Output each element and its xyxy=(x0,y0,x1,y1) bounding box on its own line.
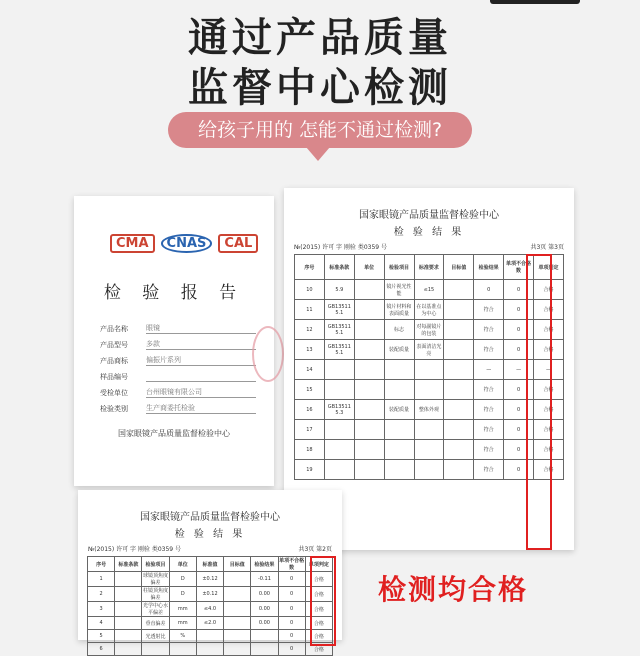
sheet-title: 国家眼镜产品质量监督检验中心 xyxy=(359,210,499,221)
table-cell: 0 xyxy=(278,617,305,630)
table-row xyxy=(295,420,564,440)
table-cell xyxy=(354,400,384,420)
table-cell xyxy=(196,630,223,643)
table-cell xyxy=(354,380,384,400)
field-label: 产品名称 xyxy=(100,325,128,333)
report-field xyxy=(100,398,256,414)
table-cell: D xyxy=(169,572,196,587)
table-cell: ≤15 xyxy=(414,280,444,300)
table-cell: 合格 xyxy=(534,400,564,420)
field-value xyxy=(146,381,256,382)
table-header-row xyxy=(88,557,333,572)
report-cover xyxy=(74,196,274,486)
table-cell: 球镜顶焦度偏差 xyxy=(143,573,169,586)
table-cell: 4 xyxy=(88,617,115,630)
table-cell: — xyxy=(534,360,564,380)
table-cell xyxy=(354,460,384,480)
table-cell xyxy=(224,587,251,602)
cnas-logo: CNAS xyxy=(161,234,213,253)
table-cell xyxy=(115,572,142,587)
table-cell xyxy=(414,440,444,460)
report-field xyxy=(100,382,256,398)
table-cell: 0 xyxy=(474,280,504,300)
table-cell: 5.9 xyxy=(324,280,354,300)
table-cell xyxy=(414,420,444,440)
page-number: 共3页 第3页 xyxy=(530,244,564,251)
table-cell: 15 xyxy=(295,380,325,400)
field-value: 多款 xyxy=(146,339,256,350)
table-cell: 11 xyxy=(295,300,325,320)
table-cell: 0 xyxy=(278,643,305,656)
table-cell xyxy=(324,380,354,400)
table-cell: 光透射比 xyxy=(142,630,169,643)
column-header: 单位 xyxy=(169,557,196,572)
table-cell: 14 xyxy=(295,360,325,380)
table-cell xyxy=(115,630,142,643)
table-cell xyxy=(251,630,278,643)
table-cell: 镜片视光性能 xyxy=(384,280,414,300)
table-cell: 0 xyxy=(278,630,305,643)
table-cell: 16 xyxy=(295,400,325,420)
column-header: 检验项目 xyxy=(384,255,414,280)
table-cell: 0 xyxy=(504,380,534,400)
table-cell: — xyxy=(474,360,504,380)
column-header: 标准值 xyxy=(196,557,223,572)
table-cell: 装配质量 xyxy=(384,400,414,420)
table-cell: 0.00 xyxy=(251,617,278,630)
table-cell xyxy=(444,380,474,400)
table-cell xyxy=(444,320,474,340)
column-header: 序号 xyxy=(295,255,325,280)
table-cell xyxy=(324,440,354,460)
table-cell: 0 xyxy=(504,400,534,420)
table-cell: 符合 xyxy=(474,380,504,400)
table-cell xyxy=(115,602,142,617)
table-cell: 整体外观 xyxy=(414,400,444,420)
table-cell: 5 xyxy=(88,630,115,643)
table-cell: 合格 xyxy=(534,340,564,360)
table-cell xyxy=(414,460,444,480)
table-row xyxy=(295,280,564,300)
table-cell: GB13511 5.1 xyxy=(324,320,354,340)
field-value: 眼镜 xyxy=(146,323,256,334)
table-row xyxy=(88,572,333,587)
table-cell xyxy=(354,440,384,460)
column-header: 序号 xyxy=(88,557,115,572)
table-cell: 合格 xyxy=(305,643,332,656)
report-field xyxy=(100,350,256,366)
table-cell: 0 xyxy=(278,587,305,602)
table-cell xyxy=(324,360,354,380)
table-cell xyxy=(354,420,384,440)
results-sheet-page-2 xyxy=(78,490,342,653)
table-cell xyxy=(384,420,414,440)
table-cell xyxy=(354,300,384,320)
table-cell xyxy=(444,460,474,480)
column-header: 标准要求 xyxy=(414,255,444,280)
table-cell xyxy=(384,460,414,480)
table-cell xyxy=(414,360,444,380)
table-cell: -0.11 xyxy=(251,572,278,587)
table-row xyxy=(295,380,564,400)
ribbon-pointer xyxy=(306,147,330,161)
report-number: №(2015) 许可 字 刚验 类0359 号 xyxy=(88,546,181,553)
headline-line-2: 监督中心检测 xyxy=(188,65,452,111)
field-label: 受检单位 xyxy=(100,389,128,397)
table-cell: 0 xyxy=(504,300,534,320)
table-cell xyxy=(224,617,251,630)
field-label: 产品商标 xyxy=(100,357,128,365)
cal-logo: CAL xyxy=(218,234,258,253)
column-header: 目标值 xyxy=(224,557,251,572)
column-header: 单项不合格数 xyxy=(504,255,534,280)
table-cell: 合格 xyxy=(534,320,564,340)
table-cell xyxy=(251,643,278,656)
column-header: 单项判定 xyxy=(305,557,332,572)
table-cell: 3 xyxy=(88,602,115,617)
table-cell: 符合 xyxy=(474,400,504,420)
table-cell: 0.00 xyxy=(251,587,278,602)
table-cell: 2 xyxy=(88,587,115,602)
table-cell: 0 xyxy=(504,460,534,480)
table-row xyxy=(88,602,333,617)
table-cell: 符合 xyxy=(474,440,504,460)
table-cell: 合格 xyxy=(534,460,564,480)
table-cell xyxy=(115,643,142,656)
table-cell: 合格 xyxy=(305,587,332,602)
table-cell xyxy=(384,380,414,400)
table-cell xyxy=(354,320,384,340)
all-passed-caption: 检测均合格 xyxy=(378,573,529,606)
cma-logo: CMA xyxy=(110,234,155,253)
column-header: 单位 xyxy=(354,255,384,280)
sheet-subtitle: 检 验 结 果 xyxy=(174,529,246,540)
field-value: 生产商委托检验 xyxy=(146,403,256,414)
pass-column-highlight xyxy=(310,556,336,646)
table-cell: 符合 xyxy=(474,340,504,360)
table-cell: 合格 xyxy=(305,572,332,587)
column-header: 单项判定 xyxy=(534,255,564,280)
table-cell: — xyxy=(504,360,534,380)
table-cell: ≤4.0 xyxy=(196,602,223,617)
table-cell: 0 xyxy=(504,420,534,440)
table-row xyxy=(295,340,564,360)
table-cell: 装配质量 xyxy=(384,340,414,360)
corner-tag xyxy=(490,0,580,4)
headline-line-1: 通过产品质量 xyxy=(188,15,452,61)
table-cell xyxy=(414,380,444,400)
table-row xyxy=(295,460,564,480)
table-cell xyxy=(224,630,251,643)
table-cell xyxy=(444,360,474,380)
field-label: 产品型号 xyxy=(100,341,128,349)
results-table xyxy=(294,254,564,480)
field-label: 样品编号 xyxy=(100,373,128,381)
table-cell xyxy=(384,360,414,380)
column-header: 检验项目 xyxy=(142,557,169,572)
report-title: 检 验 报 告 xyxy=(103,283,245,303)
table-cell: 标志 xyxy=(384,320,414,340)
page-number: 共3页 第2页 xyxy=(298,546,332,553)
table-cell xyxy=(444,300,474,320)
table-cell: 表面清洁光亮 xyxy=(414,340,444,360)
column-header: 目标值 xyxy=(444,255,474,280)
column-header: 检验结果 xyxy=(251,557,278,572)
table-cell: 1 xyxy=(88,572,115,587)
field-label: 检验类别 xyxy=(100,405,128,413)
table-cell: 符合 xyxy=(474,420,504,440)
official-seal-stamp xyxy=(252,326,284,382)
table-cell: 合格 xyxy=(534,420,564,440)
results-table xyxy=(87,556,333,656)
report-fields xyxy=(100,318,256,414)
table-cell: 0 xyxy=(278,572,305,587)
table-cell xyxy=(354,360,384,380)
table-cell: 合格 xyxy=(534,380,564,400)
table-row xyxy=(88,630,333,643)
table-row xyxy=(295,360,564,380)
table-cell xyxy=(224,602,251,617)
table-cell: GB13511 5.1 xyxy=(324,340,354,360)
table-cell xyxy=(324,460,354,480)
table-row xyxy=(295,300,564,320)
table-row xyxy=(88,587,333,602)
pass-column-highlight xyxy=(526,254,552,550)
table-cell: 光学中心水平偏差 xyxy=(143,603,169,616)
table-cell xyxy=(324,420,354,440)
sheet-meta xyxy=(284,238,574,254)
table-cell: 对每副镜片的包装 xyxy=(414,320,444,340)
table-cell: 合格 xyxy=(534,300,564,320)
table-row xyxy=(295,400,564,420)
table-cell: GB13511 5.3 xyxy=(324,400,354,420)
table-cell: 12 xyxy=(295,320,325,340)
table-cell: 垂直偏差 xyxy=(142,617,169,630)
column-header: 检验结果 xyxy=(474,255,504,280)
table-cell: 符合 xyxy=(474,460,504,480)
table-cell: ±0.12 xyxy=(196,587,223,602)
table-cell xyxy=(224,572,251,587)
table-row xyxy=(88,617,333,630)
table-cell xyxy=(115,617,142,630)
column-header: 标准条款 xyxy=(324,255,354,280)
table-cell: 0 xyxy=(504,440,534,460)
table-cell: 17 xyxy=(295,420,325,440)
field-value: 偏振片系列 xyxy=(146,355,256,366)
table-cell: mm xyxy=(169,617,196,630)
report-field xyxy=(100,366,256,382)
table-cell xyxy=(444,400,474,420)
report-issuer: 国家眼镜产品质量监督检验中心 xyxy=(118,429,230,438)
certification-logos xyxy=(110,234,258,253)
table-cell xyxy=(444,440,474,460)
table-cell: 13 xyxy=(295,340,325,360)
table-cell: 符合 xyxy=(474,320,504,340)
table-cell xyxy=(384,440,414,460)
table-cell: 0 xyxy=(504,320,534,340)
table-cell: 合格 xyxy=(305,617,332,630)
table-cell xyxy=(444,420,474,440)
sheet-meta xyxy=(78,540,342,556)
table-row xyxy=(295,440,564,460)
table-cell: 0 xyxy=(504,280,534,300)
table-cell: % xyxy=(169,630,196,643)
table-cell: mm xyxy=(169,602,196,617)
table-cell xyxy=(169,643,196,656)
table-cell xyxy=(196,643,223,656)
table-cell: ≤2.0 xyxy=(196,617,223,630)
table-cell: GB13511 5.1 xyxy=(324,300,354,320)
ribbon-banner: 给孩子用的 怎能不通过检测? xyxy=(168,112,472,148)
table-cell: 0 xyxy=(504,340,534,360)
table-cell: 10 xyxy=(295,280,325,300)
field-value: 台州眼镜有限公司 xyxy=(146,387,256,398)
table-cell: 符合 xyxy=(474,300,504,320)
report-field xyxy=(100,334,256,350)
report-field xyxy=(100,318,256,334)
table-cell: 6 xyxy=(88,643,115,656)
table-cell: 在以基准点为中心 xyxy=(414,300,444,320)
table-cell: 合格 xyxy=(534,280,564,300)
table-cell: 合格 xyxy=(305,630,332,643)
table-cell: 柱镜顶焦度偏差 xyxy=(143,588,169,601)
table-cell xyxy=(115,587,142,602)
column-header: 单项不合格数 xyxy=(279,558,305,571)
report-number: №(2015) 许可 字 刚验 类0359 号 xyxy=(294,244,387,251)
column-header: 标准条款 xyxy=(115,557,142,572)
table-cell: 合格 xyxy=(534,440,564,460)
table-cell xyxy=(354,280,384,300)
table-cell: 0 xyxy=(278,602,305,617)
sheet-subtitle: 检 验 结 果 xyxy=(393,227,465,238)
table-cell: 镜片材料和表面质量 xyxy=(384,300,414,320)
table-cell xyxy=(444,280,474,300)
sheet-title: 国家眼镜产品质量监督检验中心 xyxy=(140,512,280,523)
table-cell: 0.00 xyxy=(251,602,278,617)
table-row xyxy=(295,320,564,340)
table-cell xyxy=(142,643,169,656)
table-cell xyxy=(444,340,474,360)
table-header-row xyxy=(295,255,564,280)
table-cell xyxy=(354,340,384,360)
table-cell: ±0.12 xyxy=(196,572,223,587)
table-row xyxy=(88,643,333,656)
table-cell: 18 xyxy=(295,440,325,460)
table-cell: D xyxy=(169,587,196,602)
table-cell xyxy=(224,643,251,656)
table-cell: 合格 xyxy=(305,602,332,617)
table-cell: 19 xyxy=(295,460,325,480)
